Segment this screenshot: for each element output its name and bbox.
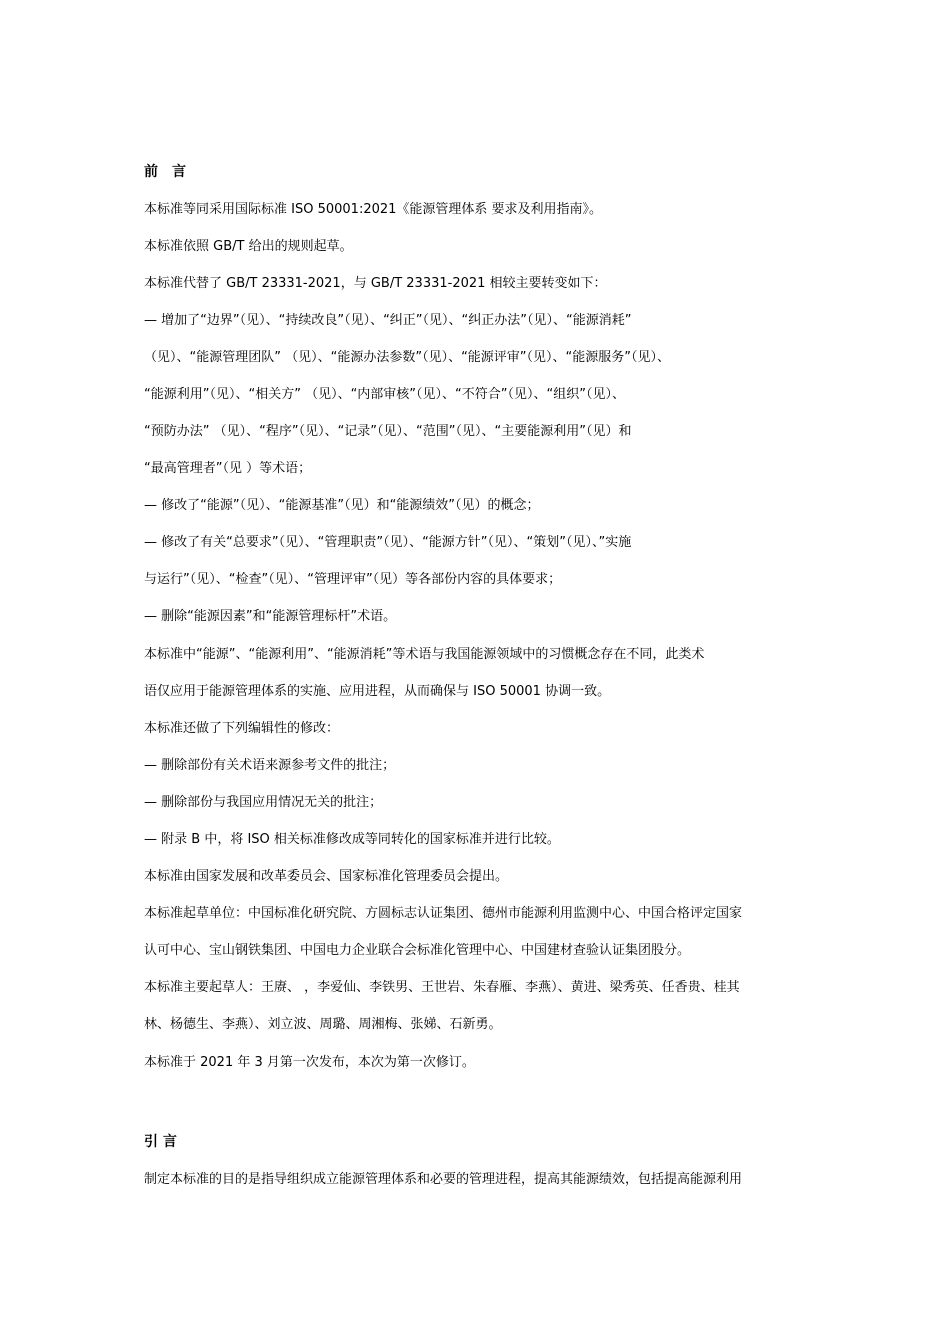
preface-line: 本标准中“能源”、“能源利用”、“能源消耗”等术语与我国能源领域中的习惯概念存在不同，此类术 [144,647,705,662]
preface-line: 本标准还做了下列编辑性的修改： [144,721,340,736]
preface-line: “能源利用”（见）、“相关方” （见）、“内部审核”（见）、“不符合”（见）、“组织”（见）、 [144,387,625,402]
preface-line: 本标准由国家发展和改革委员会、国家标准化管理委员会提出。 [144,869,509,884]
preface-line: 本标准代替了 GB/T 23331-2021，与 GB/T 23331-2021 相较主要转变如下： [144,276,607,291]
preface-line: 本标准于 2021 年 3 月第一次发布，本次为第一次修订。 [144,1055,475,1070]
preface-line: 本标准依照 GB/T 给出的规则起草。 [144,239,353,254]
preface-line: 语仅应用于能源管理体系的实施、应用进程，从而确保与 ISO 50001 协调一致。 [144,684,611,699]
preface-line: 本标准主要起草人：王赓、 ，李爱仙、李铁男、王世岩、朱春雁、李燕）、黄进、梁秀英、任香贵、桂其 [144,980,740,995]
preface-line: “预防办法” （见）、“程序”（见）、“记录”（见）、“范围”（见）、“主要能源利用”（见）和 [144,424,632,439]
preface-line: 本标准等同采用国际标准 ISO 50001:2021《能源管理体系 要求及利用指南》。 [144,202,603,217]
preface-line: — 删除部份有关术语来源参考文件的批注； [144,758,396,773]
preface-line: （见）、“能源管理团队” （见）、“能源办法参数”（见）、“能源评审”（见）、“能源服务”（见）、 [144,350,671,365]
preface-line: — 附录 B 中，将 ISO 相关标准修改成等同转化的国家标准并进行比较。 [144,832,560,847]
preface-line: — 增加了“边界”（见）、“持续改良”（见）、“纠正”（见）、“纠正办法”（见）、“能源消耗” [144,313,632,328]
preface-line: “最高管理者”（见 ）等术语； [144,461,312,476]
preface-line: 与运行”（见）、“检查”（见）、“管理评审”（见）等各部份内容的具体要求； [144,572,562,587]
preface-line: — 删除部份与我国应用情况无关的批注； [144,795,383,810]
preface-line: 本标准起草单位：中国标准化研究院、方圆标志认证集团、德州市能源利用监测中心、中国合格评定国家 [144,906,743,921]
introduction-heading: 引 言 [144,1134,177,1150]
preface-heading: 前 言 [144,164,186,180]
introduction-line: 制定本标准的目的是指导组织成立能源管理体系和必要的管理进程，提高其能源绩效，包括提高能源利用 [144,1172,743,1187]
preface-line: 林、杨德生、李燕）、刘立波、周璐、周湘梅、张娣、石新勇。 [144,1017,502,1032]
preface-line: — 修改了有关“总要求”（见）、“管理职责”（见）、“能源方针”（见）、“策划”（见）、”实施 [144,535,632,550]
preface-line: — 删除“能源因素”和“能源管理标杆”术语。 [144,609,397,624]
preface-line: — 修改了“能源”（见）、“能源基准”（见）和“能源绩效”（见）的概念； [144,498,540,513]
preface-line: 认可中心、宝山钢铁集团、中国电力企业联合会标准化管理中心、中国建材查验认证集团股分。 [144,943,691,958]
